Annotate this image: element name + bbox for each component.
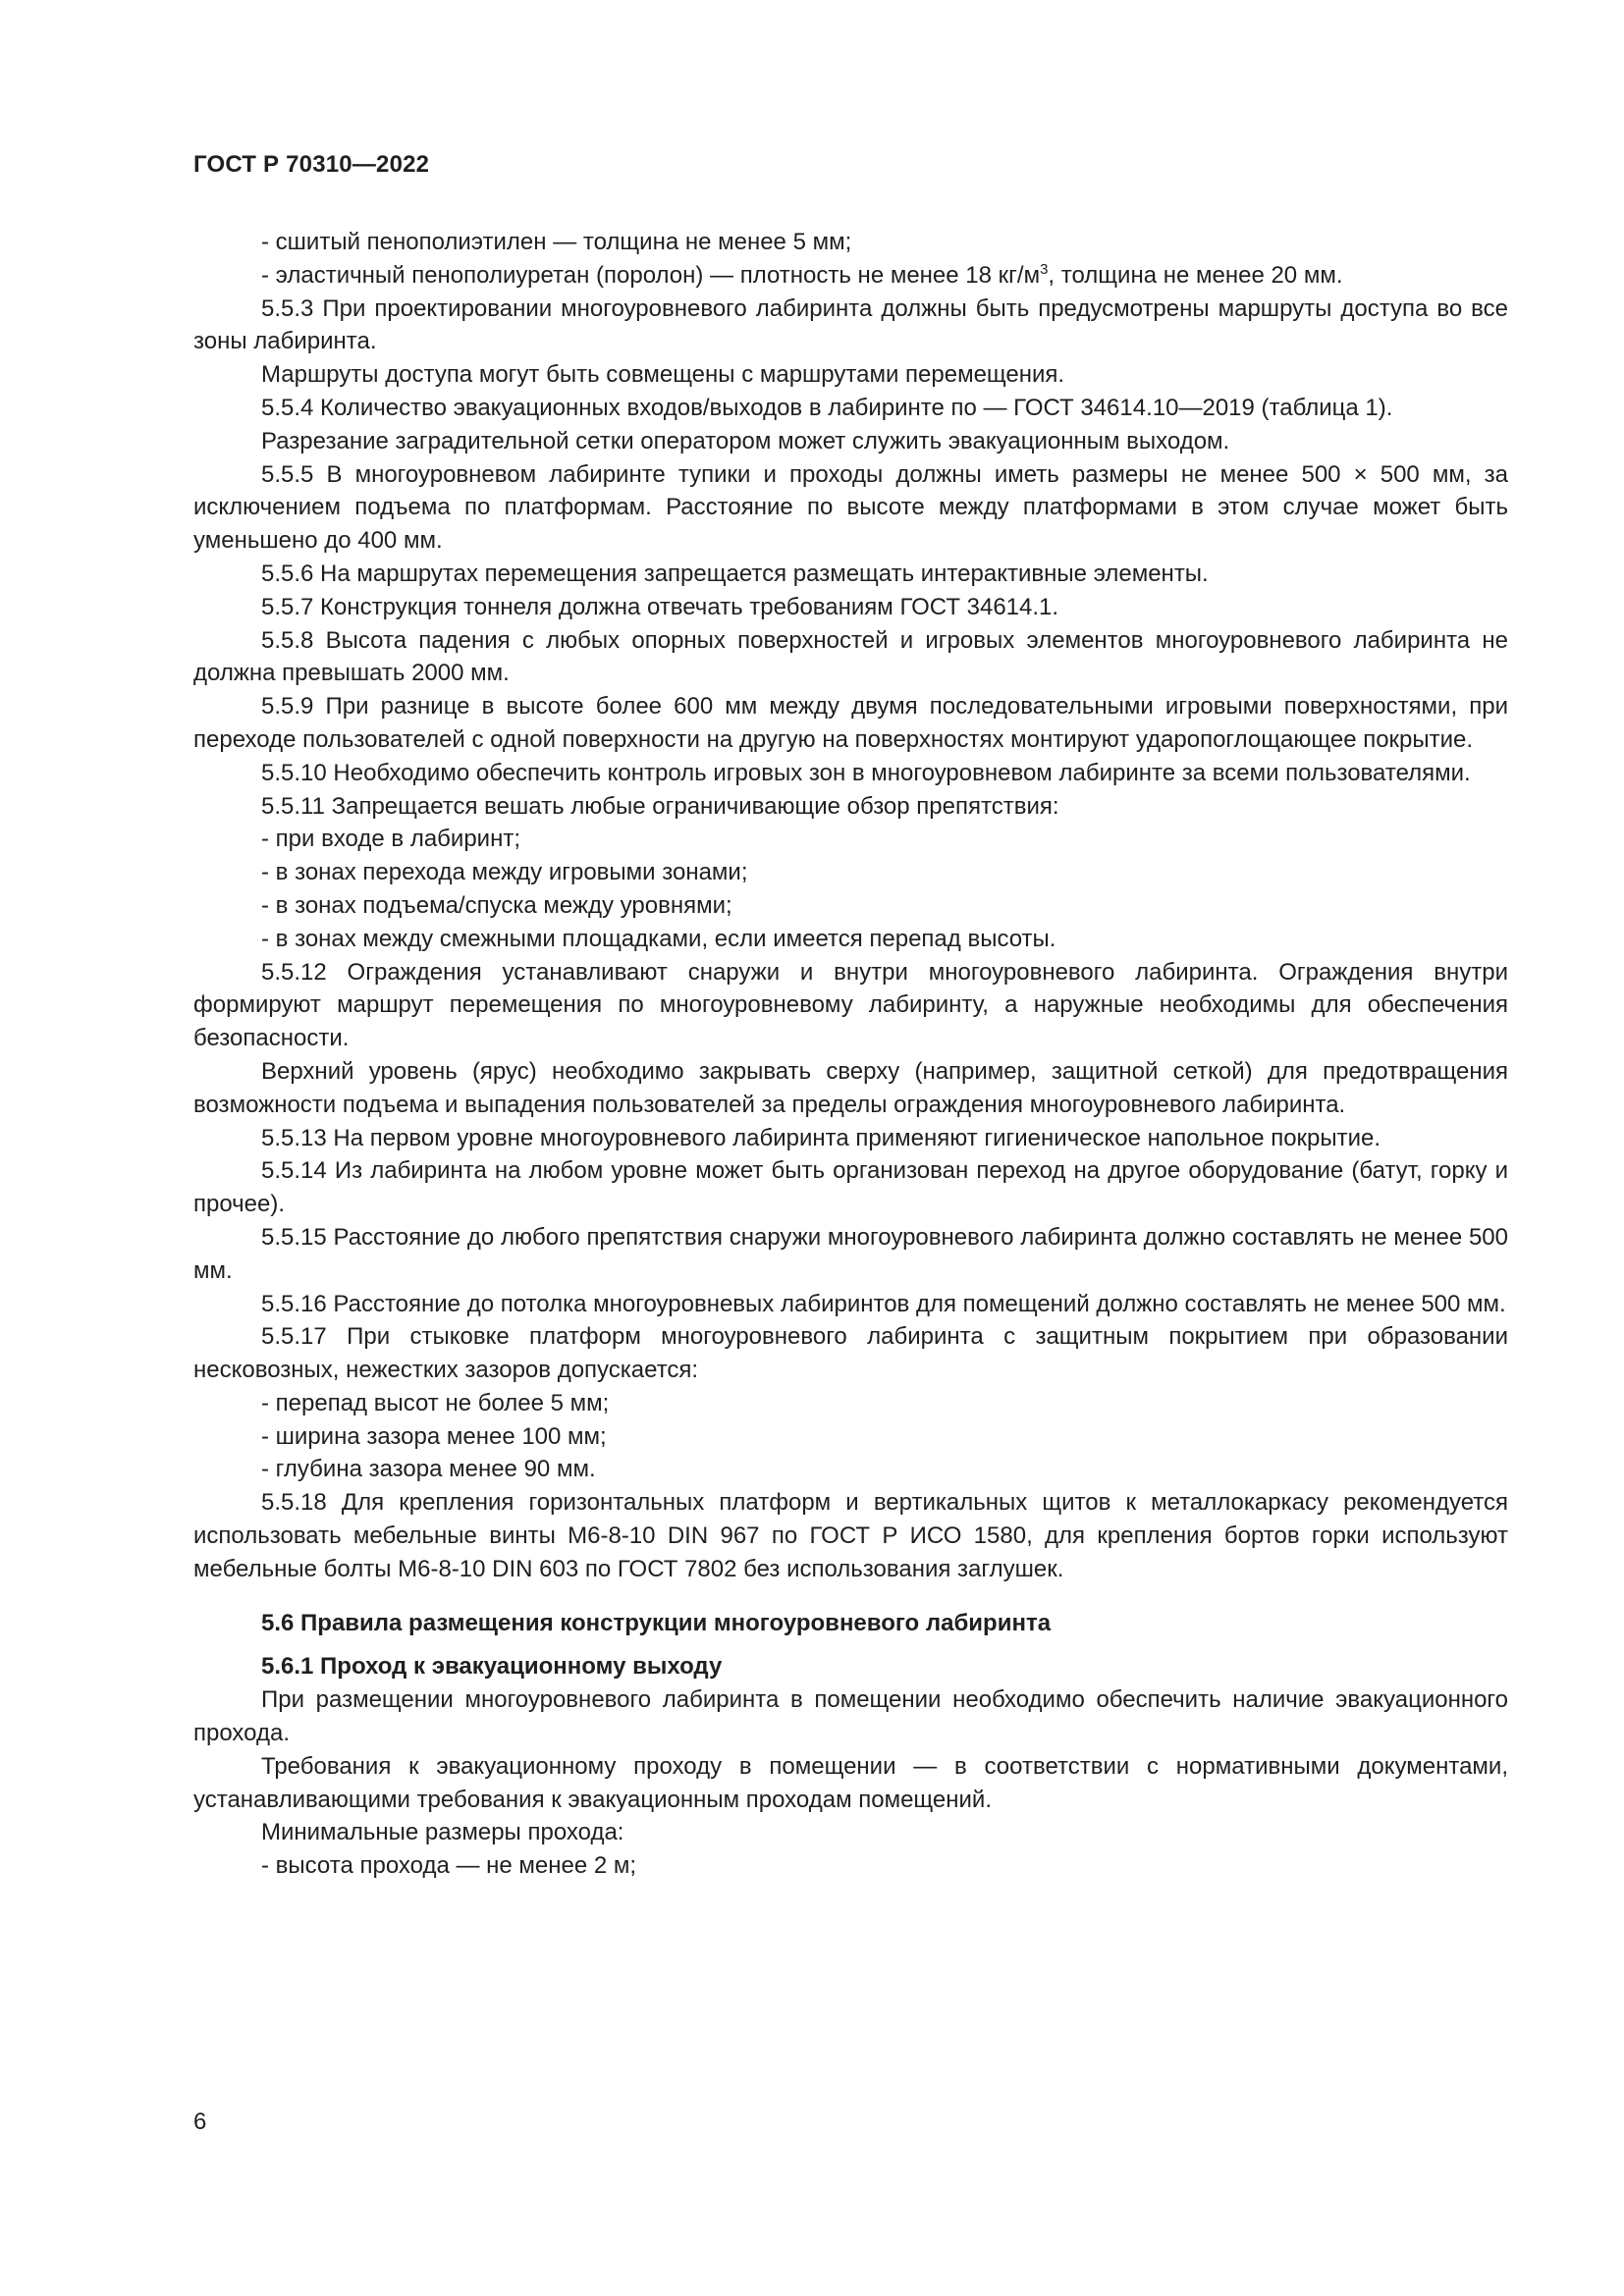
document-code: ГОСТ Р 70310—2022 bbox=[193, 151, 430, 178]
paragraph: Верхний уровень (ярус) необходимо закрывать сверху (например, защитной сеткой) для предотвращения возможности подъема и выпадения пользователей за пределы ограждения многоуровневого лабиринта. bbox=[193, 1057, 1508, 1118]
paragraph: 5.5.11 Запрещается вешать любые ограничивающие обзор препятствия: bbox=[261, 792, 1059, 820]
paragraph: 5.5.5 В многоуровневом лабиринте тупики и проходы должны иметь размеры не менее 500 × 500 мм, за исключением подъема по платформам. Расстояние по высоте между платформами в этом случае может быть уменьшено до 400 мм. bbox=[193, 460, 1508, 555]
superscript: 3 bbox=[1040, 260, 1049, 278]
list-item: - при входе в лабиринт; bbox=[261, 826, 520, 853]
list-item-text: - эластичный пенополиуретан (поролон) — плотность не менее 18 кг/м bbox=[261, 261, 1041, 289]
paragraph: 5.5.3 При проектировании многоуровневого лабиринта должны быть предусмотрены маршруты доступа во все зоны лабиринта. bbox=[193, 294, 1508, 355]
list-item: - высота прохода — не менее 2 м; bbox=[261, 1852, 637, 1880]
paragraph: 5.5.13 На первом уровне многоуровневого лабиринта применяют гигиеническое напольное покрытие. bbox=[261, 1124, 1381, 1151]
paragraph: 5.5.10 Необходимо обеспечить контроль игровых зон в многоуровневом лабиринте за всеми пользователями. bbox=[261, 759, 1471, 786]
list-item: - перепад высот не более 5 мм; bbox=[261, 1389, 610, 1416]
paragraph: 5.5.7 Конструкция тоннеля должна отвечать требованиям ГОСТ 34614.1. bbox=[261, 593, 1059, 620]
paragraph: Разрезание заградительной сетки оператором может служить эвакуационным выходом. bbox=[261, 427, 1230, 454]
document-body bbox=[193, 226, 1508, 1883]
paragraph: 5.5.8 Высота падения с любых опорных поверхностей и игровых элементов многоуровневого лабиринта не должна превышать 2000 мм. bbox=[193, 626, 1508, 687]
paragraph: 5.5.18 Для крепления горизонтальных платформ и вертикальных щитов к металлокаркасу рекомендуется использовать мебельные винты М6-8-10 DIN 967 по ГОСТ Р ИСО 1580, для крепления бортов горки используют мебельные болты М6-8-10 DIN 603 по ГОСТ 7802 без использования заглушек. bbox=[193, 1489, 1508, 1582]
list-item: - в зонах подъема/спуска между уровнями; bbox=[261, 891, 732, 919]
paragraph: 5.5.4 Количество эвакуационных входов/выходов в лабиринте по — ГОСТ 34614.10—2019 (таблица 1). bbox=[261, 394, 1393, 421]
section-heading: 5.6 Правила размещения конструкции многоуровневого лабиринта bbox=[261, 1609, 1052, 1636]
paragraph: 5.5.6 На маршрутах перемещения запрещается размещать интерактивные элементы. bbox=[261, 560, 1209, 587]
paragraph: Маршруты доступа могут быть совмещены с маршрутами перемещения. bbox=[261, 361, 1065, 389]
paragraph: Требования к эвакуационному проходу в помещении — в соответствии с нормативными документами, устанавливающими требования к эвакуационным проходам помещений. bbox=[193, 1752, 1508, 1813]
list-item: - глубина зазора менее 90 мм. bbox=[261, 1456, 596, 1483]
list-item: - ширина зазора менее 100 мм; bbox=[261, 1422, 607, 1450]
paragraph: 5.5.9 При разнице в высоте более 600 мм между двумя последовательными игровыми поверхностями, при переходе пользователей с одной поверхности на другую на поверхностях монтируют ударопоглощающее покрытие. bbox=[193, 693, 1508, 753]
paragraph: Минимальные размеры прохода: bbox=[261, 1819, 624, 1846]
paragraph: 5.5.14 Из лабиринта на любом уровне может быть организован переход на другое оборудование (батут, горку и прочее). bbox=[193, 1157, 1508, 1218]
paragraph: 5.5.12 Ограждения устанавливают снаружи и внутри многоуровневого лабиринта. Ограждения внутри формируют маршрут перемещения по многоуровневому лабиринту, а наружные необходимы для обеспечения безопасности. bbox=[193, 958, 1508, 1052]
paragraph: При размещении многоуровневого лабиринта в помещении необходимо обеспечить наличие эвакуационного прохода. bbox=[193, 1686, 1508, 1747]
list-item: - в зонах перехода между игровыми зонами; bbox=[261, 859, 748, 886]
paragraph: 5.5.15 Расстояние до любого препятствия снаружи многоуровневого лабиринта должно составлять не менее 500 мм. bbox=[193, 1223, 1508, 1284]
paragraph: 5.5.16 Расстояние до потолка многоуровневых лабиринтов для помещений должно составлять не менее 500 мм. bbox=[261, 1290, 1506, 1317]
list-item-text-tail: , толщина не менее 20 мм. bbox=[1048, 261, 1343, 289]
paragraph: 5.5.17 При стыковке платформ многоуровневого лабиринта с защитным покрытием при образовании несковозных, нежестких зазоров допускается: bbox=[193, 1323, 1508, 1384]
subsection-heading: 5.6.1 Проход к эвакуационному выходу bbox=[261, 1653, 723, 1681]
list-item bbox=[193, 259, 1508, 293]
list-item: - сшитый пенополиэтилен — толщина не менее 5 мм; bbox=[261, 229, 852, 255]
list-item: - в зонах между смежными площадками, если имеется перепад высоты. bbox=[261, 925, 1056, 952]
page-number: 6 bbox=[193, 2109, 207, 2135]
